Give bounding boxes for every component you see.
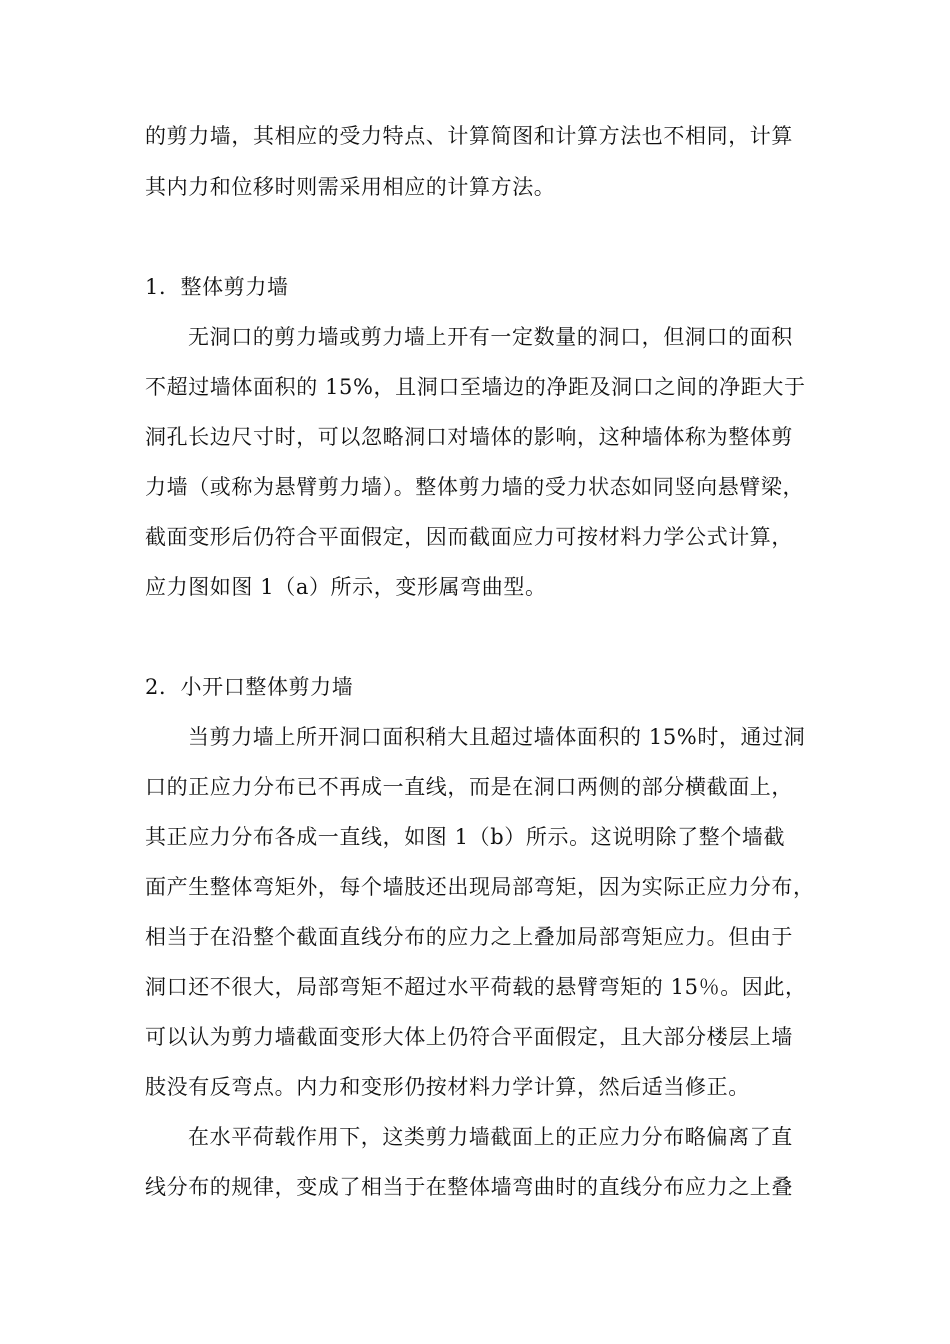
text-line: 肢没有反弯点。内力和变形仍按材料力学计算，然后适当修正。 xyxy=(145,1075,750,1099)
section-heading: 1．整体剪力墙 xyxy=(145,275,289,299)
text-line: 其正应力分布各成一直线，如图 1（b）所示。这说明除了整个墙截 xyxy=(145,825,786,849)
text-line: 应力图如图 1（a）所示，变形属弯曲型。 xyxy=(145,575,547,599)
text-line: 的剪力墙，其相应的受力特点、计算简图和计算方法也不相同，计算 xyxy=(145,124,793,148)
section-heading: 2．小开口整体剪力墙 xyxy=(145,675,354,699)
text-line: 相当于在沿整个截面直线分布的应力之上叠加局部弯矩应力。但由于 xyxy=(145,925,793,949)
text-line: 在水平荷载作用下，这类剪力墙截面上的正应力分布略偏离了直 xyxy=(188,1125,793,1149)
text-line: 可以认为剪力墙截面变形大体上仍符合平面假定，且大部分楼层上墙 xyxy=(145,1025,793,1049)
text-line: 其内力和位移时则需采用相应的计算方法。 xyxy=(145,175,556,199)
text-line: 洞孔长边尺寸时，可以忽略洞口对墙体的影响，这种墙体称为整体剪 xyxy=(145,425,793,449)
text-line: 线分布的规律，变成了相当于在整体墙弯曲时的直线分布应力之上叠 xyxy=(145,1175,793,1199)
text-line: 面产生整体弯矩外，每个墙肢还出现局部弯矩，因为实际正应力分布， xyxy=(145,875,815,899)
text-line: 截面变形后仍符合平面假定，因而截面应力可按材料力学公式计算， xyxy=(145,525,793,549)
text-line: 洞口还不很大，局部弯矩不超过水平荷载的悬臂弯矩的 15％。因此， xyxy=(145,975,807,999)
text-line: 口的正应力分布已不再成一直线，而是在洞口两侧的部分横截面上， xyxy=(145,775,793,799)
text-line: 不超过墙体面积的 15%，且洞口至墙边的净距及洞口之间的净距大于 xyxy=(145,375,806,399)
text-line: 当剪力墙上所开洞口面积稍大且超过墙体面积的 15%时，通过洞 xyxy=(188,725,806,749)
text-line: 力墙（或称为悬臂剪力墙）。整体剪力墙的受力状态如同竖向悬臂梁， xyxy=(145,475,805,499)
text-line: 无洞口的剪力墙或剪力墙上开有一定数量的洞口，但洞口的面积 xyxy=(188,325,793,349)
